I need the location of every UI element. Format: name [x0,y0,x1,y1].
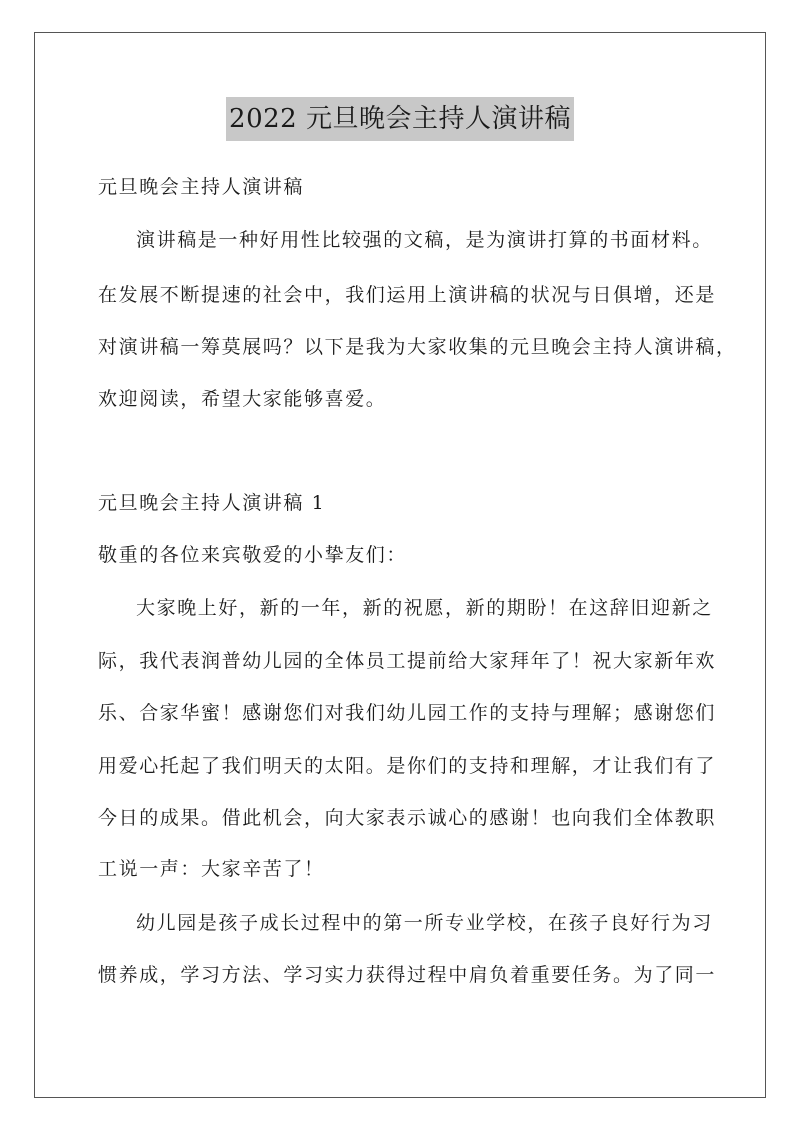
paragraph-line: 幼儿园是孩子成长过程中的第一所专业学校，在孩子良好行为习 [136,912,713,934]
intro-line: 欢迎阅读，希望大家能够喜爱。 [98,388,387,410]
paragraph-line: 工说一声：大家辛苦了！ [98,858,325,880]
document-subtitle: 元旦晚会主持人演讲稿 [98,176,305,198]
intro-line: 演讲稿是一种好用性比较强的文稿，是为演讲打算的书面材料。 [136,229,713,251]
paragraph-line: 际，我代表润普幼儿园的全体员工提前给大家拜年了！祝大家新年欢 [98,650,717,672]
paragraph-line: 用爱心托起了我们明天的太阳。是你们的支持和理解，才让我们有了 [98,755,717,777]
paragraph-line: 乐、合家华蜜！感谢您们对我们幼儿园工作的支持与理解；感谢您们 [98,702,717,724]
intro-line: 对演讲稿一筹莫展吗？以下是我为大家收集的元旦晚会主持人演讲稿， [98,336,737,358]
salutation: 敬重的各位来宾敬爱的小挚友们： [98,544,408,566]
paragraph-line: 大家晚上好，新的一年，新的祝愿，新的期盼！在这辞旧迎新之 [136,597,713,619]
intro-line: 在发展不断提速的社会中，我们运用上演讲稿的状况与日俱增，还是 [98,284,717,306]
title-wrap [0,97,800,141]
paragraph-line: 今日的成果。借此机会，向大家表示诚心的感谢！也向我们全体教职 [98,807,717,829]
document-title: 2022 元旦晚会主持人演讲稿 [226,97,574,141]
paragraph-line: 惯养成，学习方法、学习实力获得过程中肩负着重要任务。为了同一 [98,964,717,986]
section-heading: 元旦晚会主持人演讲稿 1 [98,492,326,514]
